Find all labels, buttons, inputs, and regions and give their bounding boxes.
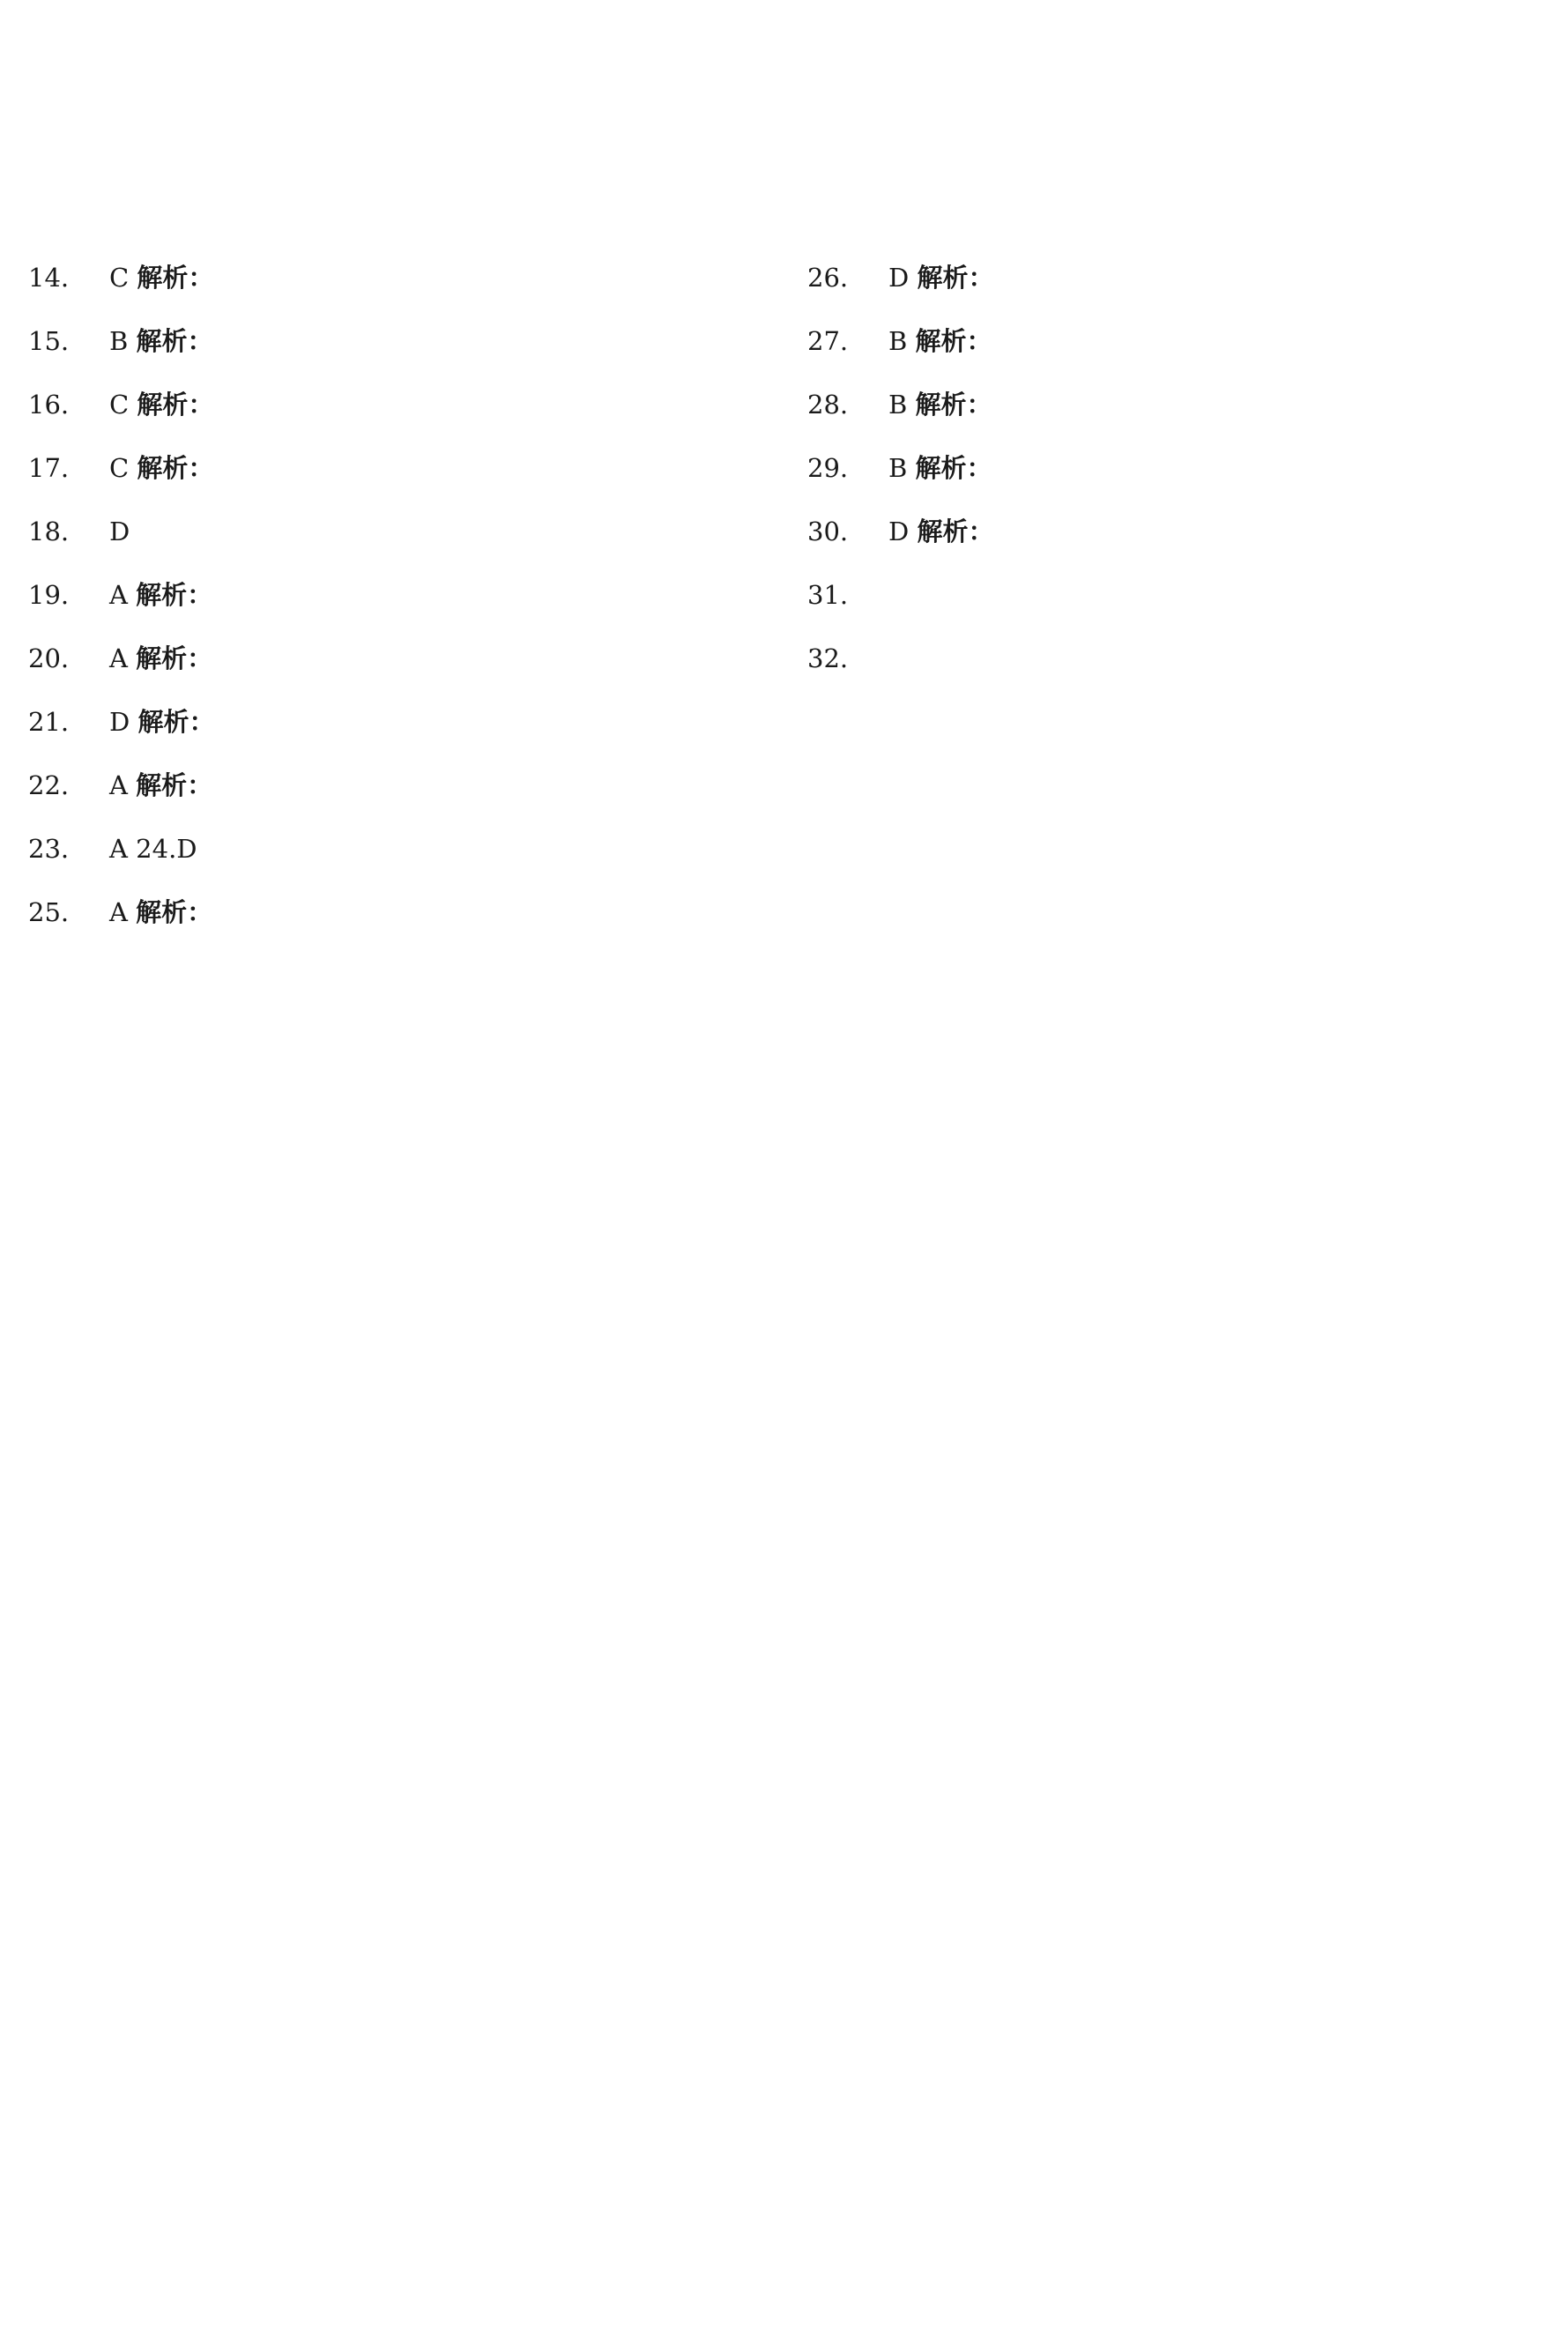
question-number: 31. (807, 580, 849, 610)
answer-entry (28, 883, 725, 941)
answer-letter: D (109, 707, 130, 737)
answer-letter: B (888, 453, 908, 483)
explanation-label: 解析： (917, 517, 994, 546)
question-number: 26. (807, 263, 849, 293)
question-number: 32. (807, 643, 849, 673)
question-number: 25. (28, 897, 70, 927)
entry-list (28, 249, 725, 941)
answer-letter: A (109, 643, 128, 673)
explanation-label: 解析： (136, 326, 213, 356)
left-column (28, 185, 725, 947)
continuation-text (807, 185, 1504, 243)
answer-letter: D (888, 263, 910, 293)
question-number: 27. (807, 326, 849, 356)
explanation-label: 解析： (136, 897, 213, 927)
question-number: 28. (807, 390, 849, 420)
continuation-text (28, 185, 725, 243)
answer-entry (807, 312, 1504, 370)
answer-letter: A (109, 834, 128, 864)
question-number: 22. (28, 770, 70, 800)
answer-letter: D (888, 517, 910, 546)
explanation-label: 解析： (136, 643, 213, 673)
explanation-label: 解析： (137, 707, 215, 737)
explanation-label: 解析： (915, 390, 992, 420)
answer-entry (28, 629, 725, 687)
answer-letter: A (109, 770, 128, 800)
explanation-label: 解析： (915, 453, 992, 483)
answer-letter: C (109, 453, 130, 483)
explanation-text: 24.D (136, 834, 197, 864)
question-number: 17. (28, 453, 70, 483)
explanation-label: 解析： (137, 453, 214, 483)
answer-letter: A (109, 580, 128, 610)
explanation-label: 解析： (917, 263, 994, 293)
answer-letter: D (109, 517, 130, 546)
entry-list (807, 249, 1504, 687)
answer-entry (28, 693, 725, 751)
question-number: 14. (28, 263, 70, 293)
question-number: 15. (28, 326, 70, 356)
question-number: 16. (28, 390, 70, 420)
answer-entry (28, 375, 725, 434)
explanation-label: 解析： (136, 580, 213, 610)
answer-entry (28, 502, 725, 561)
answer-letter: C (109, 263, 130, 293)
explanation-label: 解析： (915, 326, 992, 356)
answer-letter: B (888, 390, 908, 420)
answer-entry (28, 312, 725, 370)
right-column (807, 185, 1504, 693)
question-number: 21. (28, 707, 70, 737)
question-number: 19. (28, 580, 70, 610)
answer-entry (28, 820, 725, 878)
answer-entry (807, 629, 1504, 687)
question-number: 23. (28, 834, 70, 864)
answer-entry (807, 249, 1504, 307)
question-number: 29. (807, 453, 849, 483)
answer-entry (807, 439, 1504, 497)
explanation-label: 解析： (137, 390, 214, 420)
question-number: 20. (28, 643, 70, 673)
answer-letter: B (888, 326, 908, 356)
answer-entry (28, 439, 725, 497)
question-number: 18. (28, 517, 70, 546)
explanation-label: 解析： (136, 770, 213, 800)
answer-entry (807, 502, 1504, 561)
answer-letter: A (109, 897, 128, 927)
answer-letter: B (109, 326, 129, 356)
explanation-label: 解析： (137, 263, 214, 293)
question-number: 30. (807, 517, 849, 546)
answer-entry (807, 566, 1504, 624)
answer-entry (28, 249, 725, 307)
answer-letter: C (109, 390, 130, 420)
answer-entry (28, 756, 725, 814)
answer-entry (807, 375, 1504, 434)
answer-entry (28, 566, 725, 624)
